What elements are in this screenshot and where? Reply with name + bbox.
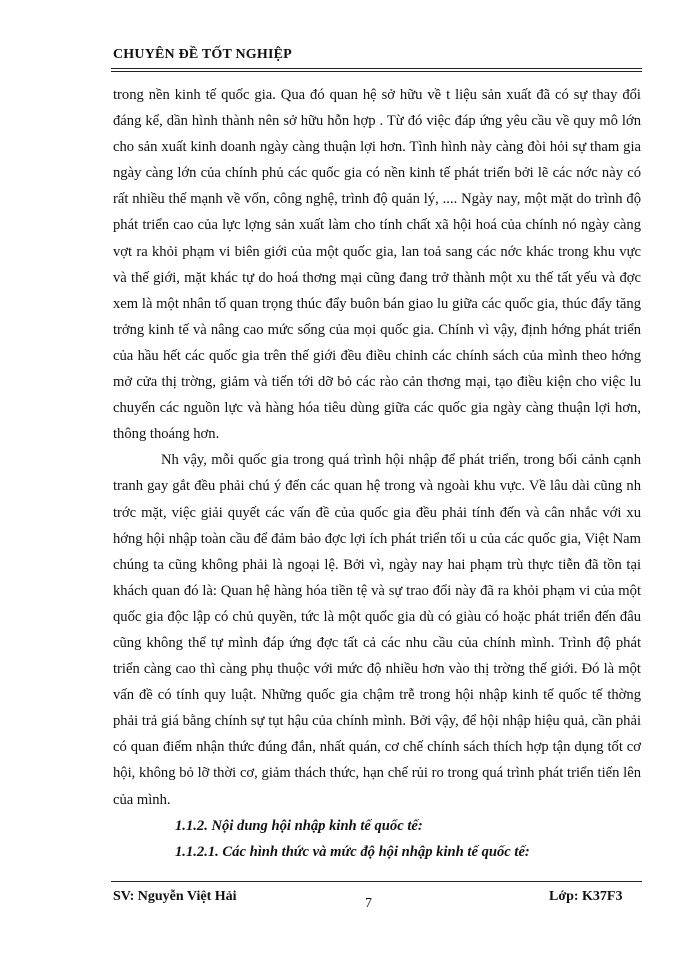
class-label: Lớp: K37F3 bbox=[549, 889, 623, 904]
footer-rule bbox=[111, 881, 642, 882]
main-content bbox=[113, 82, 641, 865]
paragraph-1: trong nền kinh tế quốc gia. Qua đó quan hệ sở hữu về t liệu sản xuất đã có sự thay đổi đáng kể, dần hình thành nên sở hữu hỗn hợp . Từ đó việc đáp ứng yêu cầu về quy mô lớn cho sản xuất kinh doanh ngày càng thuận lợi hơn. Tình hình này càng đòi hỏi sự tham gia ngày càng lớn của chính phủ các quốc gia có nền kinh tế phát triển bởi lẽ các nớc này có rất nhiều thế mạnh về vốn, công nghệ, trình độ quản lý, .... Ngày nay, một mặt do trình độ phát triển cao của lực lợng sản xuất làm cho tính chất xã hội hoá của chính nó ngày càng vợt ra khỏi phạm vi biên giới của một quốc gia, lan toả sang các nớc khác trong khu vực và thế giới, mặt khác tự do hoá thơng mại cũng đang trở thành một xu thế tất yếu và đợc xem là một nhân tố quan trọng thúc đẩy buôn bán giao lu giữa các quốc gia, thúc đẩy tăng trởng kinh tế và nâng cao mức sống của mọi quốc gia. Chính vì vậy, định hớng phát triển của hầu hết các quốc gia trên thế giới đều điều chỉnh các chính sách của mình theo hớng mở cửa thị trờng, giảm và tiến tới dỡ bỏ các rào cản thơng mại, tạo điều kiện cho việc lu chuyển các nguồn lực và hàng hóa tiêu dùng giữa các quốc gia ngày càng thuận lợi hơn, thông thoáng hơn. bbox=[113, 87, 641, 443]
page-number: 7 bbox=[365, 896, 372, 911]
section-heading-1-1-2: 1.1.2. Nội dung hội nhập kinh tế quốc tế: bbox=[175, 817, 423, 834]
student-name: SV: Nguyễn Việt Hải bbox=[113, 889, 237, 904]
header-rule bbox=[111, 68, 642, 69]
document-title: CHUYÊN ĐỀ TỐT NGHIỆP bbox=[113, 47, 292, 62]
paragraph-2: Nh vậy, mỗi quốc gia trong quá trình hội nhập để phát triển, trong bối cảnh cạnh tranh gay gắt đều phải chú ý đến các quan hệ trong và ngoài khu vực. Về lâu dài cũng nh trớc mặt, việc giải quyết các vấn đề của quốc gia đều phải tính đến và cân nhắc với xu hớng hội nhập toàn cầu để đảm bảo đợc lợi ích phát triển tối u của các quốc gia, Việt Nam chúng ta cũng không phải là ngoại lệ. Bởi vì, ngày nay hai phạm trù thực tiễn đã tồn tại khách quan đó là: Quan hệ hàng hóa tiền tệ và sự trao đổi này đã ra khỏi phạm vi của một quốc gia độc lập có chủ quyền, tức là một quốc gia dù có giàu có hoặc phát triển đến đâu cũng không thể tự mình đáp ứng đợc tất cả các nhu cầu của chính mình. Trình độ phát triển càng cao thì càng phụ thuộc với mức độ nhiều hơn vào thị trờng thế giới. Đó là một vấn đề có tính quy luật. Những quốc gia chậm trễ trong hội nhập kinh tế quốc tế thờng phải trả giá bằng chính sự tụt hậu của chính mình. Bởi vậy, để hội nhập hiệu quả, cần phải có quan điểm nhận thức đúng đắn, nhất quán, cơ chế chính sách thích hợp tận dụng tốt cơ hội, không bỏ lỡ thời cơ, giảm thách thức, hạn chế rủi ro trong quá trình phát triển tiến lên của mình. bbox=[113, 452, 641, 808]
section-heading-1-1-2-1: 1.1.2.1. Các hình thức và mức độ hội nhập kinh tế quốc tế: bbox=[175, 843, 530, 860]
header-rule-double bbox=[111, 71, 642, 72]
